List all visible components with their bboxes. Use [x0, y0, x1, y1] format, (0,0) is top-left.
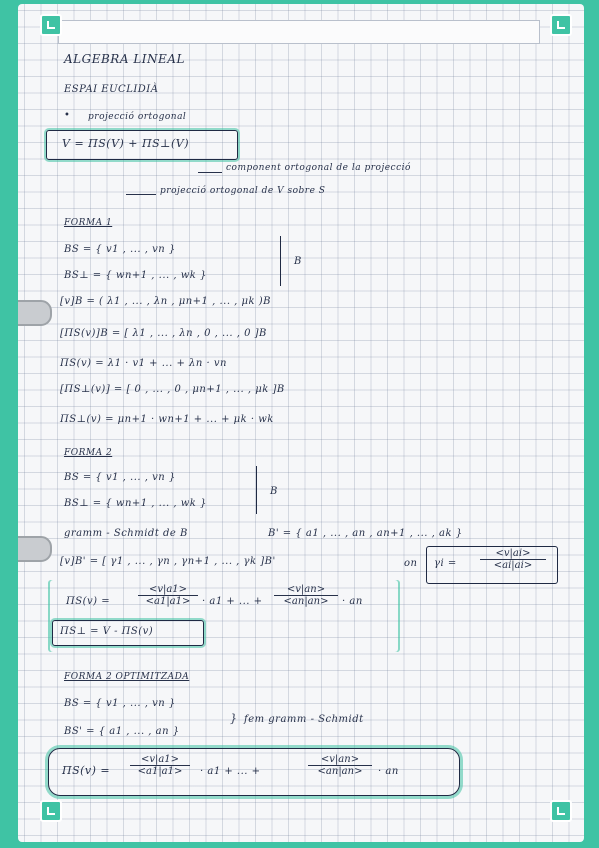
forma1-B: B [294, 256, 302, 267]
page-title: ALGEBRA LINEAL [64, 52, 185, 66]
forma2-bprime: B' = { a1 , ... , an , an+1 , ... , ak } [268, 528, 463, 539]
forma1-brace [280, 236, 281, 286]
forma1-pisperpB: [ΠS⊥(v)] = [ 0 , ... , 0 , μn+1 , ... , μk ]B [60, 384, 285, 395]
corner-mark-bottom-right [550, 800, 572, 822]
header-strip [58, 20, 540, 44]
forma2-on: on [404, 558, 418, 569]
bullet-dot: • [64, 110, 71, 121]
forma2-vBprime: [v]B' = [ γ1 , ... , γn , γn+1 , ... , γk ]B' [60, 556, 276, 567]
forma2-bsperp: BS⊥ = { wn+1 , ... , wk } [64, 498, 207, 509]
forma1-pisvB: [ΠS(v)]B = [ λ1 , ... , λn , 0 , ... , 0 ]B [60, 328, 267, 339]
forma2-bs: BS = { v1 , ... , vn } [64, 472, 176, 483]
gamma-fraction [480, 548, 546, 571]
binder-ring-top [18, 300, 52, 326]
forma1-vB: [v]B = ( λ1 , ... , λn , μn+1 , ... , μk )B [60, 296, 272, 307]
forma3-fn-num: <v|an> [308, 754, 372, 766]
forma2-B: B [270, 486, 278, 497]
forma1-bsperp: BS⊥ = { wn+1 , ... , wk } [64, 270, 207, 281]
forma2-tail: · an [342, 596, 363, 607]
forma3-f1-den: <a1|a1> [137, 766, 183, 777]
corner-mark-top-left [40, 14, 62, 36]
arrow-line-1 [198, 172, 222, 173]
forma3-fraction-1 [130, 754, 190, 777]
forma2-fraction-1 [138, 584, 198, 607]
forma2-brace [256, 466, 257, 514]
gamma-lhs: γi = [434, 558, 457, 569]
page-subtitle: ESPAI EUCLIDIÀ [64, 84, 159, 95]
forma1-heading: FORMA 1 [64, 218, 113, 228]
forma1-bs: BS = { v1 , ... , vn } [64, 244, 176, 255]
projection-label: projecció ortogonal de V sobre S [160, 186, 326, 196]
arrow-line-2 [126, 194, 156, 195]
forma3-tail: · an [378, 766, 399, 777]
forma2-heading: FORMA 2 [64, 448, 113, 458]
forma2-pis-lhs: ΠS(v) = [66, 596, 111, 607]
gamma-numerator: <v|ai> [480, 548, 546, 560]
forma3-bsprime: BS' = { a1 , ... , an } [64, 726, 180, 737]
forma3-gram: fem gramm - Schmidt [244, 714, 364, 725]
forma3-fn-den: <an|an> [317, 766, 363, 777]
forma3-fraction-n [308, 754, 372, 777]
forma2-mid: · a1 + ... + [202, 596, 263, 607]
bullet-text: projecció ortogonal [88, 112, 187, 122]
main-formula: V = ΠS(V) + ΠS⊥(V) [62, 137, 190, 150]
forma2-fn-num: <v|an> [274, 584, 338, 596]
forma1-pisv: ΠS(v) = λ1 · v1 + ... + λn · vn [60, 358, 227, 369]
notebook-page [18, 4, 584, 842]
forma3-mid: · a1 + ... + [200, 766, 261, 777]
forma2-f1-num: <v|a1> [138, 584, 198, 596]
forma3-f1-num: <v|a1> [130, 754, 190, 766]
forma3-bs: BS = { v1 , ... , vn } [64, 698, 176, 709]
component-label: component ortogonal de la projecció [226, 163, 411, 173]
forma2-f1-den: <a1|a1> [145, 596, 191, 607]
forma3-brace: } [230, 712, 238, 725]
forma2-pisperp: ΠS⊥ = V - ΠS(v) [60, 626, 154, 637]
forma2-gram: gramm - Schmidt de B [64, 528, 188, 539]
forma3-pis-lhs: ΠS(v) = [62, 764, 111, 777]
forma1-pisperp: ΠS⊥(v) = μn+1 · wn+1 + ... + μk · wk [60, 414, 274, 425]
forma3-heading: FORMA 2 OPTIMITZADA [64, 672, 190, 682]
forma2-fraction-n [274, 584, 338, 607]
corner-mark-top-right [550, 14, 572, 36]
binder-ring-bottom [18, 536, 52, 562]
gamma-denominator: <ai|ai> [493, 560, 533, 571]
corner-mark-bottom-left [40, 800, 62, 822]
forma2-fn-den: <an|an> [283, 596, 329, 607]
